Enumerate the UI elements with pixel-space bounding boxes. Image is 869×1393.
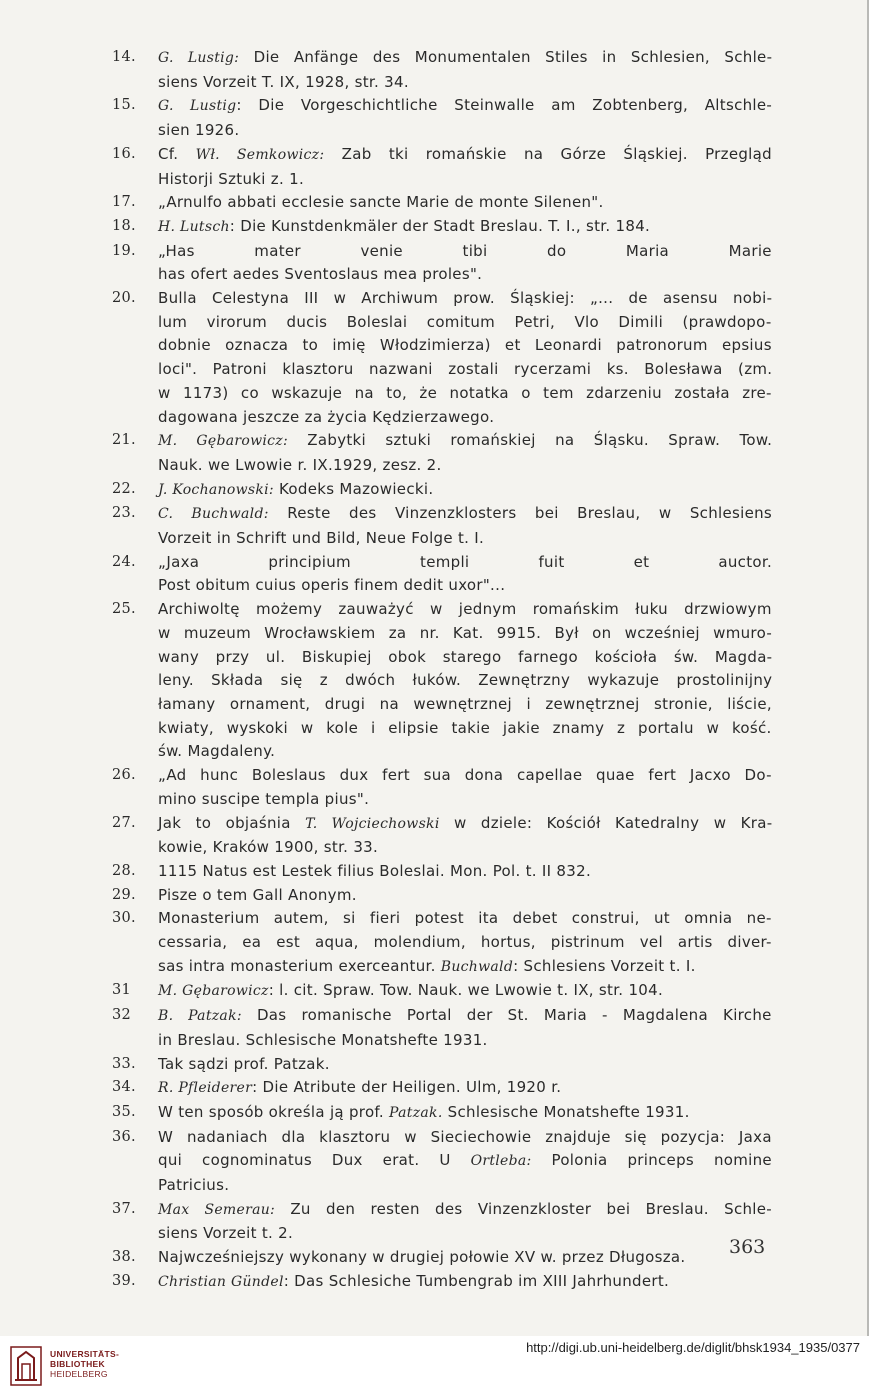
footnote-text bbox=[158, 551, 772, 598]
library-name-line-3: HEIDELBERG bbox=[50, 1369, 108, 1379]
cited-author: C. Buchwald: bbox=[158, 506, 269, 523]
footnote-segment: Bulla Celestyna III w Archiwum prow. Śląskiej: „... de asensu nobi- bbox=[158, 289, 773, 308]
footnote bbox=[112, 1101, 772, 1126]
footnote-segment: sien 1926. bbox=[158, 121, 240, 140]
footnote-text bbox=[158, 1270, 772, 1295]
footnote-text bbox=[158, 764, 772, 811]
footnote-segment: kwiaty, wyskoki w kole i elipsie takie jakie znamy z portalu w kość. bbox=[158, 718, 772, 737]
footnote bbox=[112, 1004, 772, 1052]
footnote-number: 34. bbox=[112, 1079, 136, 1096]
footnote-number: 14. bbox=[112, 49, 136, 65]
footnote-line bbox=[158, 884, 772, 908]
cited-author: M. Gębarowicz bbox=[158, 983, 269, 1000]
footnote-line bbox=[158, 240, 772, 264]
footnote-number: 24. bbox=[112, 553, 136, 570]
footnote-number: 31 bbox=[112, 982, 132, 999]
footnote-line bbox=[158, 574, 772, 598]
cited-author: Patzak. bbox=[389, 1104, 443, 1121]
footnote-segment: loci". Patroni klasztoru nazwani zostali rycerzami ks. Bolesława (zm. bbox=[158, 360, 773, 379]
footnote-number: 16. bbox=[112, 145, 136, 162]
footnote-segment: sas intra monasterium exerceantur. bbox=[158, 956, 441, 975]
footnote-line bbox=[158, 717, 772, 741]
footnote bbox=[112, 1270, 772, 1295]
footnote bbox=[112, 502, 772, 550]
footnote-number: 39. bbox=[112, 1272, 136, 1289]
footnote-number: 32 bbox=[112, 1007, 132, 1024]
cited-author: M. Gębarowicz: bbox=[158, 433, 288, 450]
footnote-segment: in Breslau. Schlesische Monatshefte 1931. bbox=[158, 1030, 488, 1049]
footnote-number: 25. bbox=[112, 601, 136, 618]
footnote-number: 26. bbox=[112, 767, 136, 784]
footnote-segment: Nauk. we Lwowie r. IX.1929, zesz. 2. bbox=[158, 455, 442, 474]
footnote-segment: Zabytki sztuki romańskiej na Śląsku. Spraw. Tow. bbox=[287, 431, 773, 450]
cited-author: Christian Gündel bbox=[158, 1273, 284, 1290]
footnote-segment: qui cognominatus Dux erat. U bbox=[158, 1151, 471, 1170]
footnote-text bbox=[158, 1076, 772, 1101]
footnote bbox=[112, 46, 772, 94]
footnote-number: 37. bbox=[112, 1200, 136, 1217]
footnote bbox=[112, 191, 772, 215]
footnote-line bbox=[158, 1101, 772, 1126]
footnote-line bbox=[158, 358, 772, 382]
footnote-number: 30. bbox=[112, 910, 136, 927]
footnote-line bbox=[158, 931, 772, 955]
cited-author: Wł. Semkowicz: bbox=[195, 146, 325, 163]
footnote-text bbox=[158, 979, 772, 1004]
footnote-segment: Polonia princeps nomine bbox=[531, 1151, 772, 1170]
footnote-segment: : Die Atribute der Heiligen. Ulm, 1920 r. bbox=[252, 1078, 562, 1097]
footnote-segment: : l. cit. Spraw. Tow. Nauk. we Lwowie t. IX, str. 104. bbox=[268, 981, 664, 1000]
footnote bbox=[112, 907, 772, 979]
footnote-segment: Schlesische Monatshefte 1931. bbox=[442, 1102, 690, 1121]
footnote-line bbox=[158, 1126, 772, 1150]
footnote-segment: wany przy ul. Biskupiej obok starego farnego kościoła św. Magda- bbox=[158, 647, 773, 666]
footnote-line bbox=[158, 955, 772, 980]
footnote-segment: Zu den resten des Vinzenzkloster bei Breslau. Schle- bbox=[275, 1199, 773, 1218]
footnote-number: 35. bbox=[112, 1103, 136, 1120]
footnote-text bbox=[158, 812, 772, 860]
footnote-segment: 1115 Natus est Lestek filius Boleslai. Mon. Pol. t. II 832. bbox=[158, 861, 592, 880]
footnote-number: 17. bbox=[112, 194, 136, 211]
footnote-line bbox=[158, 1222, 772, 1246]
footnote-segment: Patricius. bbox=[158, 1176, 230, 1195]
viewer-footer bbox=[0, 1336, 869, 1393]
footnote-segment: W ten sposób określa ją prof. bbox=[158, 1102, 390, 1121]
cited-author: G. Lustig bbox=[158, 98, 237, 115]
footnote-number: 20. bbox=[112, 290, 136, 307]
cited-author: Ortleba: bbox=[470, 1153, 532, 1170]
cited-author: H. Lutsch bbox=[158, 218, 230, 235]
footnote-segment: św. Magdaleny. bbox=[158, 742, 276, 761]
permalink-url[interactable]: http://digi.ub.uni-heidelberg.de/diglit/bhsk1934_1935/0377 bbox=[526, 1340, 860, 1355]
footnote-line bbox=[158, 143, 772, 168]
footnote-segment: „Ad hunc Boleslaus dux fert sua dona capellae quae fert Jacxo Do- bbox=[158, 766, 772, 785]
footnote-number: 22. bbox=[112, 480, 136, 497]
footnote-segment: w dziele: Kościół Katedralny w Kra- bbox=[439, 813, 773, 832]
footnotes-list bbox=[112, 46, 772, 1295]
footnote-line bbox=[158, 646, 772, 670]
footnote-line bbox=[158, 1198, 772, 1223]
footnote-text bbox=[158, 215, 772, 240]
footnote-line bbox=[158, 46, 772, 71]
footnote-line bbox=[158, 191, 772, 215]
footnote-line bbox=[158, 1029, 772, 1053]
library-name-line-2: BIBLIOTHEK bbox=[50, 1359, 105, 1369]
cited-author: Buchwald bbox=[440, 958, 514, 975]
footnote-segment: Historji Sztuki z. 1. bbox=[158, 169, 305, 188]
footnote-number: 36. bbox=[112, 1128, 136, 1145]
footnote-line bbox=[158, 168, 772, 192]
footnote bbox=[112, 1053, 772, 1077]
footnote-segment: mino suscipe templa pius". bbox=[158, 789, 370, 808]
footnote-segment: „Jaxa principium templi fuit et auctor. bbox=[158, 552, 773, 571]
footnote bbox=[112, 478, 772, 503]
footnote-line bbox=[158, 119, 772, 143]
footnote-segment: leny. Składa się z dwóch łuków. Zewnętrzny wykazuje prostolinijny bbox=[158, 671, 773, 690]
footnote-line bbox=[158, 598, 772, 622]
footnote-text bbox=[158, 598, 772, 764]
cited-author: B. Patzak: bbox=[158, 1008, 242, 1025]
footnote-segment: Kodeks Mazowiecki. bbox=[273, 479, 434, 498]
footnote-line bbox=[158, 478, 772, 503]
cited-author: Max Semerau: bbox=[158, 1201, 276, 1218]
footnote-text bbox=[158, 1198, 772, 1246]
footnote-number: 38. bbox=[112, 1249, 136, 1266]
footnote-segment: Das romanische Portal der St. Maria - Magdalena Kirche bbox=[241, 1006, 772, 1025]
footnote-line bbox=[158, 979, 772, 1004]
footnote-segment: łamany ornament, drugi na wewnętrznej i zewnętrznej stronie, liście, bbox=[158, 694, 772, 713]
footnote bbox=[112, 215, 772, 240]
footnote-text bbox=[158, 478, 772, 503]
cited-author: T. Wojciechowski bbox=[305, 815, 440, 832]
footnote-text bbox=[158, 46, 772, 94]
footnote bbox=[112, 812, 772, 860]
footnote-line bbox=[158, 215, 772, 240]
footnote-segment: cessaria, ea est aqua, molendium, hortus, pistrinum vel artis diver- bbox=[158, 933, 772, 952]
footnote-line bbox=[158, 860, 772, 884]
footnote-line bbox=[158, 693, 772, 717]
footnote-segment: dagowana jeszcze za życia Kędzierzawego. bbox=[158, 407, 495, 426]
footnote-segment: siens Vorzeit T. IX, 1928, str. 34. bbox=[158, 72, 409, 91]
footnote-line bbox=[158, 622, 772, 646]
footnote-segment: Reste des Vinzenzklosters bei Breslau, w Schlesiens bbox=[268, 504, 773, 523]
footnote-number: 21. bbox=[112, 432, 136, 449]
footnote-text bbox=[158, 240, 772, 287]
footnote-line bbox=[158, 1270, 772, 1295]
footnote-line bbox=[158, 907, 772, 931]
footnote-segment: Pisze o tem Gall Anonym. bbox=[158, 885, 357, 904]
footnote-segment: „Has mater venie tibi do Maria Marie bbox=[158, 241, 772, 260]
footnote bbox=[112, 884, 772, 908]
footnote-text bbox=[158, 884, 772, 908]
footnote-line bbox=[158, 1149, 772, 1174]
cited-author: J. Kochanowski: bbox=[158, 481, 274, 498]
page-number: 363 bbox=[729, 1236, 766, 1258]
footnote-segment: lum virorum ducis Boleslai comitum Petri, Vlo Dimili (prawdopo- bbox=[158, 312, 772, 331]
footnote-segment: W nadaniach dla klasztoru w Sieciechowie znajduje się pozycja: Jaxa bbox=[158, 1127, 772, 1146]
footnote-line bbox=[158, 527, 772, 551]
footnote-line bbox=[158, 1053, 772, 1077]
footnote-segment: Tak sądzi prof. Patzak. bbox=[158, 1054, 330, 1073]
footnote-segment: kowie, Kraków 1900, str. 33. bbox=[158, 838, 379, 857]
footnote-line bbox=[158, 454, 772, 478]
footnote-segment: Monasterium autem, si fieri potest ita debet construi, ut omnia ne- bbox=[158, 909, 772, 928]
footnote-line bbox=[158, 287, 772, 311]
footnote-segment: : Schlesiens Vorzeit t. I. bbox=[513, 956, 696, 975]
footnote-segment: Archiwoltę możemy zauważyć w jednym romańskim łuku drzwiowym bbox=[158, 600, 772, 619]
footnote-text bbox=[158, 1004, 772, 1052]
footnote-line bbox=[158, 551, 772, 575]
footnote-segment: siens Vorzeit t. 2. bbox=[158, 1224, 294, 1243]
footnote-text bbox=[158, 1053, 772, 1077]
footnote bbox=[112, 287, 772, 429]
footnote-segment: : Die Vorgeschichtliche Steinwalle am Zobtenberg, Altschle- bbox=[236, 96, 773, 115]
footnote-number: 18. bbox=[112, 217, 136, 234]
footnote-line bbox=[158, 334, 772, 358]
footnote-line bbox=[158, 502, 772, 527]
footnote-text bbox=[158, 429, 772, 477]
footnote-line bbox=[158, 1246, 772, 1270]
footnote-line bbox=[158, 669, 772, 693]
footnote-segment: Zab tki romańskie na Górze Śląskiej. Przegląd bbox=[324, 144, 772, 163]
footnote-text bbox=[158, 191, 772, 215]
footnote bbox=[112, 1246, 772, 1270]
footnote-line bbox=[158, 812, 772, 837]
footnote-line bbox=[158, 382, 772, 406]
footnote-line bbox=[158, 1174, 772, 1198]
footnote-text bbox=[158, 1101, 772, 1126]
footnote bbox=[112, 860, 772, 884]
library-name bbox=[50, 1349, 119, 1379]
library-logo-icon bbox=[10, 1346, 42, 1386]
footnote-number: 19. bbox=[112, 242, 136, 259]
footnote-text bbox=[158, 907, 772, 979]
footnote-line bbox=[158, 94, 772, 119]
footnote-number: 33. bbox=[112, 1055, 136, 1072]
footnote-number: 27. bbox=[112, 814, 136, 831]
footnote-line bbox=[158, 1076, 772, 1101]
footnote bbox=[112, 1076, 772, 1101]
footnote-number: 29. bbox=[112, 886, 136, 903]
footnote-line bbox=[158, 740, 772, 764]
footnote bbox=[112, 764, 772, 811]
footnote-line bbox=[158, 406, 772, 430]
footnote bbox=[112, 979, 772, 1004]
footnote bbox=[112, 1198, 772, 1246]
footnote-segment: has ofert aedes Sventoslaus mea proles". bbox=[158, 265, 483, 284]
footnote-segment: Jak to objaśnia bbox=[158, 813, 306, 832]
footnote-text bbox=[158, 1246, 772, 1270]
footnote-number: 15. bbox=[112, 97, 136, 114]
footnote bbox=[112, 598, 772, 764]
footnote-segment: : Das Schlesiche Tumbengrab im XIII Jahrhundert. bbox=[283, 1271, 670, 1290]
footnote-segment: Die Anfänge des Monumentalen Stiles in Schlesien, Schle- bbox=[239, 48, 773, 66]
footnote-text bbox=[158, 502, 772, 550]
footnote-line bbox=[158, 788, 772, 812]
footnote-segment: Cf. bbox=[158, 144, 196, 163]
footnote-text bbox=[158, 1126, 772, 1198]
footnote-text bbox=[158, 94, 772, 142]
footnote-line bbox=[158, 429, 772, 454]
footnote-text bbox=[158, 860, 772, 884]
footnote-text bbox=[158, 287, 772, 429]
footnote-segment: w muzeum Wrocławskiem za nr. Kat. 9915. Był on wcześniej wmuro- bbox=[158, 623, 773, 642]
footnote-line bbox=[158, 71, 772, 95]
footnote bbox=[112, 240, 772, 287]
footnote-segment: w 1173) co wskazuje na to, że notatka o tem zdarzeniu została zre- bbox=[158, 383, 772, 402]
footnote-segment: Najwcześniejszy wykonany w drugiej połowie XV w. przez Długosza. bbox=[158, 1248, 686, 1267]
footnote bbox=[112, 94, 772, 142]
library-name-line-1: UNIVERSITÄTS- bbox=[50, 1349, 120, 1359]
footnote-number: 23. bbox=[112, 505, 136, 522]
footnote bbox=[112, 1126, 772, 1198]
footnote-segment: Vorzeit in Schrift und Bild, Neue Folge t. I. bbox=[158, 529, 485, 548]
footnote-segment: dobnie oznacza to imię Włodzimierza) et Leonardi patronorum epsius bbox=[158, 336, 772, 355]
footnote-segment: : Die Kunstdenkmäler der Stadt Breslau. T. I., str. 184. bbox=[229, 216, 651, 235]
footnote-text bbox=[158, 143, 772, 191]
footnote-line bbox=[158, 764, 772, 788]
footnote-segment: Post obitum cuius operis finem dedit uxor"... bbox=[158, 576, 506, 595]
footnote-segment: „Arnulfo abbati ecclesie sancte Marie de monte Silenen". bbox=[158, 193, 604, 212]
footnote bbox=[112, 429, 772, 477]
cited-author: R. Pfleiderer bbox=[158, 1080, 253, 1097]
footnote-number: 28. bbox=[112, 862, 136, 879]
footnote bbox=[112, 143, 772, 191]
footnote-line bbox=[158, 311, 772, 335]
footnote-line bbox=[158, 263, 772, 287]
footnote-line bbox=[158, 1004, 772, 1029]
footnote-line bbox=[158, 836, 772, 860]
footnote bbox=[112, 551, 772, 598]
cited-author: G. Lustig: bbox=[158, 50, 240, 66]
